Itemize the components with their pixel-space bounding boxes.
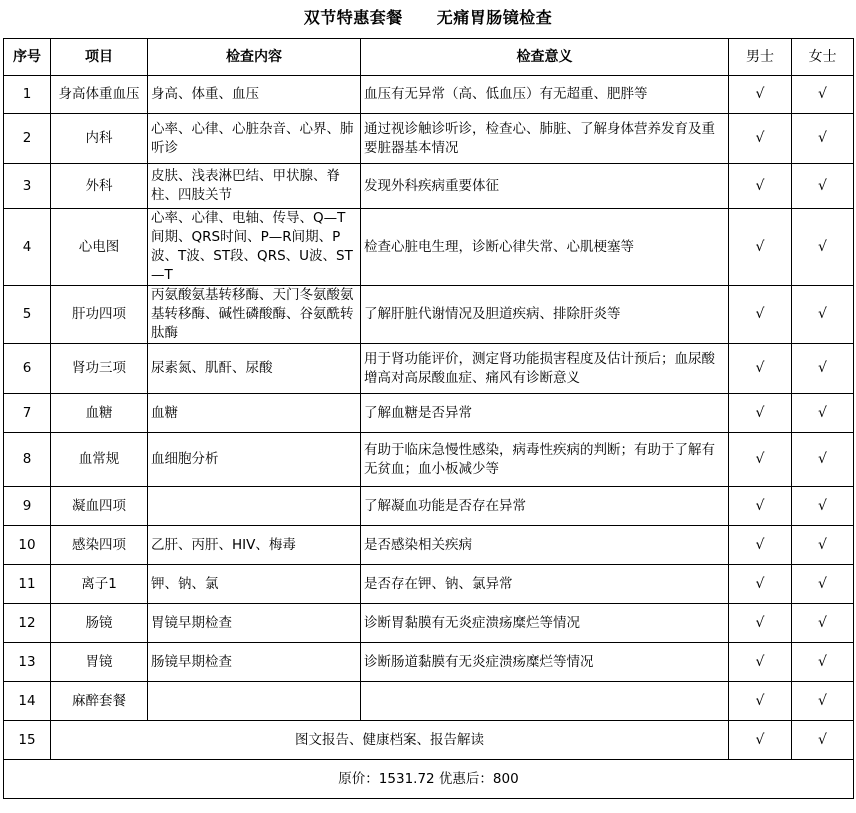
male-check: √: [729, 565, 792, 604]
row-no: 11: [4, 565, 51, 604]
header-no: 序号: [4, 39, 51, 76]
row-meaning: 通过视诊触诊听诊，检查心、肺脏、了解身体营养发育及重要脏器基本情况: [361, 114, 729, 164]
row-meaning: 了解凝血功能是否存在异常: [361, 487, 729, 526]
row-no: 10: [4, 526, 51, 565]
row-item: 内科: [51, 114, 148, 164]
row-item: 胃镜: [51, 643, 148, 682]
male-check: √: [729, 76, 792, 114]
row-item: 血糖: [51, 394, 148, 433]
male-check: √: [729, 682, 792, 721]
header-female: 女士: [792, 39, 854, 76]
price-row: [4, 760, 854, 799]
row-meaning: 有助于临床急慢性感染，病毒性疾病的判断；有助于了解有无贫血；血小板减少等: [361, 433, 729, 487]
table-row: [4, 643, 854, 682]
row-item: 肾功三项: [51, 344, 148, 394]
row-content: 肠镜早期检查: [148, 643, 361, 682]
row-content: 血糖: [148, 394, 361, 433]
male-check: √: [729, 643, 792, 682]
row-content: 心率、心律、心脏杂音、心界、肺听诊: [148, 114, 361, 164]
row-item: 肝功四项: [51, 286, 148, 344]
female-check: √: [792, 164, 854, 209]
row-meaning: 用于肾功能评价，测定肾功能损害程度及估计预后；血尿酸增高对高尿酸血症、痛风有诊断意义: [361, 344, 729, 394]
row-content: 钾、钠、氯: [148, 565, 361, 604]
row-meaning: [361, 682, 729, 721]
row-no: 9: [4, 487, 51, 526]
title-package: 双节特惠套餐: [303, 8, 403, 27]
table-row-15: [4, 721, 854, 760]
male-check: √: [729, 164, 792, 209]
female-check: √: [792, 76, 854, 114]
header-row: [4, 39, 854, 76]
row-content: [148, 487, 361, 526]
row-meaning: 血压有无异常（高、低血压）有无超重、肥胖等: [361, 76, 729, 114]
row-content: 皮肤、浅表淋巴结、甲状腺、脊柱、四肢关节: [148, 164, 361, 209]
male-check: √: [729, 487, 792, 526]
table-row: [4, 114, 854, 164]
female-check: √: [792, 344, 854, 394]
female-check: √: [792, 526, 854, 565]
male-check: √: [729, 604, 792, 643]
row-meaning: 是否感染相关疾病: [361, 526, 729, 565]
row-content: 心率、心律、电轴、传导、Q—T间期、QRS时间、P—R间期、P波、T波、ST段、QRS、U波、ST—T: [148, 209, 361, 286]
row-item: 凝血四项: [51, 487, 148, 526]
header-content: 检查内容: [148, 39, 361, 76]
male-check: √: [729, 433, 792, 487]
row-meaning: 是否存在钾、钠、氯异常: [361, 565, 729, 604]
row-item: 身高体重血压: [51, 76, 148, 114]
table-row: [4, 487, 854, 526]
row-content: 胃镜早期检查: [148, 604, 361, 643]
male-check: √: [729, 286, 792, 344]
male-check: √: [729, 344, 792, 394]
male-check: √: [729, 526, 792, 565]
table-row: [4, 565, 854, 604]
table-row: [4, 526, 854, 565]
male-check: √: [729, 114, 792, 164]
row-item: 麻醉套餐: [51, 682, 148, 721]
row-item: 血常规: [51, 433, 148, 487]
row-item: 离子1: [51, 565, 148, 604]
female-check: √: [792, 487, 854, 526]
row-no: 14: [4, 682, 51, 721]
row-meaning: 了解肝脏代谢情况及胆道疾病、排除肝炎等: [361, 286, 729, 344]
table-row: [4, 433, 854, 487]
row-meaning: 检查心脏电生理，诊断心律失常、心肌梗塞等: [361, 209, 729, 286]
package-table: [3, 38, 854, 799]
row-content: [148, 682, 361, 721]
female-check: √: [792, 114, 854, 164]
row-item: 外科: [51, 164, 148, 209]
table-row: [4, 682, 854, 721]
table-row: [4, 76, 854, 114]
row-item: 感染四项: [51, 526, 148, 565]
row-no: 1: [4, 76, 51, 114]
row-item: 心电图: [51, 209, 148, 286]
female-check: √: [792, 604, 854, 643]
row-no: 15: [4, 721, 51, 760]
row-no: 13: [4, 643, 51, 682]
row-no: 3: [4, 164, 51, 209]
female-check: √: [792, 394, 854, 433]
table-row: [4, 344, 854, 394]
row-meaning: 了解血糖是否异常: [361, 394, 729, 433]
table-row: [4, 164, 854, 209]
row-services: 图文报告、健康档案、报告解读: [51, 721, 729, 760]
female-check: √: [792, 209, 854, 286]
page-title: [0, 0, 856, 38]
row-no: 8: [4, 433, 51, 487]
row-no: 5: [4, 286, 51, 344]
female-check: √: [792, 565, 854, 604]
row-no: 6: [4, 344, 51, 394]
female-check: √: [792, 286, 854, 344]
female-check: √: [792, 682, 854, 721]
row-content: 丙氨酸氨基转移酶、天门冬氨酸氨基转移酶、碱性磷酸酶、谷氨酰转肽酶: [148, 286, 361, 344]
female-check: √: [792, 433, 854, 487]
row-content: 血细胞分析: [148, 433, 361, 487]
header-item: 项目: [51, 39, 148, 76]
table-row: [4, 209, 854, 286]
row-meaning: 发现外科疾病重要体征: [361, 164, 729, 209]
row-meaning: 诊断肠道黏膜有无炎症溃疡糜烂等情况: [361, 643, 729, 682]
price-text: 原价：1531.72 优惠后：800: [4, 760, 854, 799]
female-check: √: [792, 721, 854, 760]
table-row: [4, 604, 854, 643]
row-no: 7: [4, 394, 51, 433]
table-row: [4, 394, 854, 433]
male-check: √: [729, 209, 792, 286]
header-meaning: 检查意义: [361, 39, 729, 76]
row-content: 乙肝、丙肝、HIV、梅毒: [148, 526, 361, 565]
title-exam: 无痛胃肠镜检查: [436, 8, 553, 27]
row-no: 12: [4, 604, 51, 643]
row-meaning: 诊断胃黏膜有无炎症溃疡糜烂等情况: [361, 604, 729, 643]
male-check: √: [729, 721, 792, 760]
row-content: 尿素氮、肌酐、尿酸: [148, 344, 361, 394]
row-no: 2: [4, 114, 51, 164]
female-check: √: [792, 643, 854, 682]
header-male: 男士: [729, 39, 792, 76]
male-check: √: [729, 394, 792, 433]
table-row: [4, 286, 854, 344]
row-item: 肠镜: [51, 604, 148, 643]
row-no: 4: [4, 209, 51, 286]
row-content: 身高、体重、血压: [148, 76, 361, 114]
